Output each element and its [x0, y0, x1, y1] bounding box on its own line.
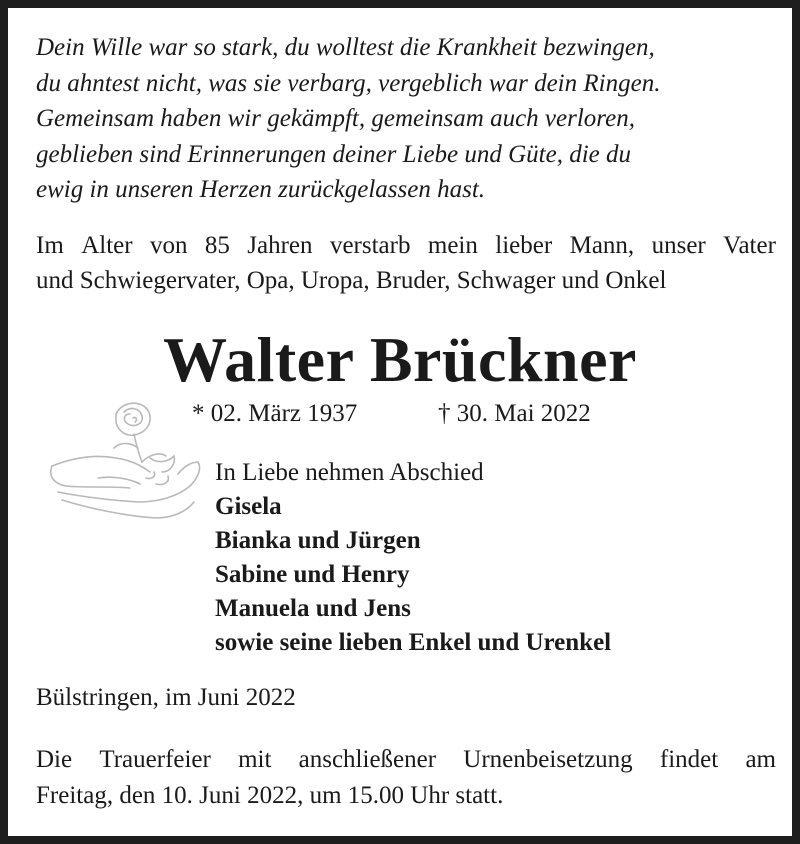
word: Mann,	[569, 232, 635, 259]
word: Vater	[723, 232, 776, 259]
poem-line: ewig in unseren Herzen zurückgelassen hast.	[36, 176, 486, 203]
obituary-card	[8, 8, 792, 836]
word: mein	[427, 232, 478, 259]
hands-with-rose-illustration	[38, 392, 208, 532]
mourners-list	[215, 456, 611, 660]
word: unser	[651, 232, 706, 259]
word: 85	[204, 232, 230, 259]
poem-line: du ahntest nicht, was sie verbarg, vergeblich war dein Ringen.	[36, 69, 661, 97]
word: Jahren	[247, 232, 313, 259]
word: Trauerfeier	[99, 746, 211, 773]
place-and-date: Bülstringen, im Juni 2022	[36, 684, 296, 711]
mourner-name: Gisela	[215, 493, 282, 520]
mourner-name: Bianka und Jürgen	[215, 527, 421, 554]
word: mit	[238, 746, 272, 773]
word: von	[149, 232, 188, 259]
word: findet	[659, 746, 719, 773]
word: Im	[36, 232, 64, 259]
birth-date: * 02. März 1937	[192, 400, 358, 427]
death-date: † 30. Mai 2022	[438, 400, 591, 427]
intro-line-1	[36, 228, 776, 263]
word: verstarb	[329, 232, 411, 259]
deceased-name: Walter Brückner	[163, 324, 637, 395]
mourners-lead: In Liebe nehmen Abschied	[215, 459, 484, 486]
word: am	[745, 746, 776, 773]
poem	[36, 30, 776, 208]
poem-line: geblieben sind Erinnerungen deiner Liebe und Güte, die du	[36, 140, 632, 168]
poem-line: Gemeinsam haben wir gekämpft, gemeinsam auch verloren,	[36, 105, 635, 132]
mourner-name: sowie seine lieben Enkel und Urenkel	[215, 629, 612, 656]
intro-text	[36, 228, 776, 298]
word: Die	[36, 746, 73, 773]
funeral-line-1	[36, 742, 776, 778]
funeral-line-2: Freitag, den 10. Juni 2022, um 15.00 Uhr statt.	[36, 782, 504, 809]
mourner-name: Sabine und Henry	[215, 561, 410, 588]
mourner-name: Manuela und Jens	[215, 595, 411, 622]
word: Alter	[81, 232, 133, 259]
poem-line: Dein Wille war so stark, du wolltest die Krankheit bezwingen,	[36, 34, 655, 61]
word: anschließener	[298, 746, 437, 773]
word: lieber	[495, 232, 553, 259]
funeral-notice	[36, 742, 776, 814]
intro-line-2: und Schwiegervater, Opa, Uropa, Bruder, Schwager und Onkel	[36, 267, 667, 294]
word: Urnenbeisetzung	[463, 746, 633, 773]
